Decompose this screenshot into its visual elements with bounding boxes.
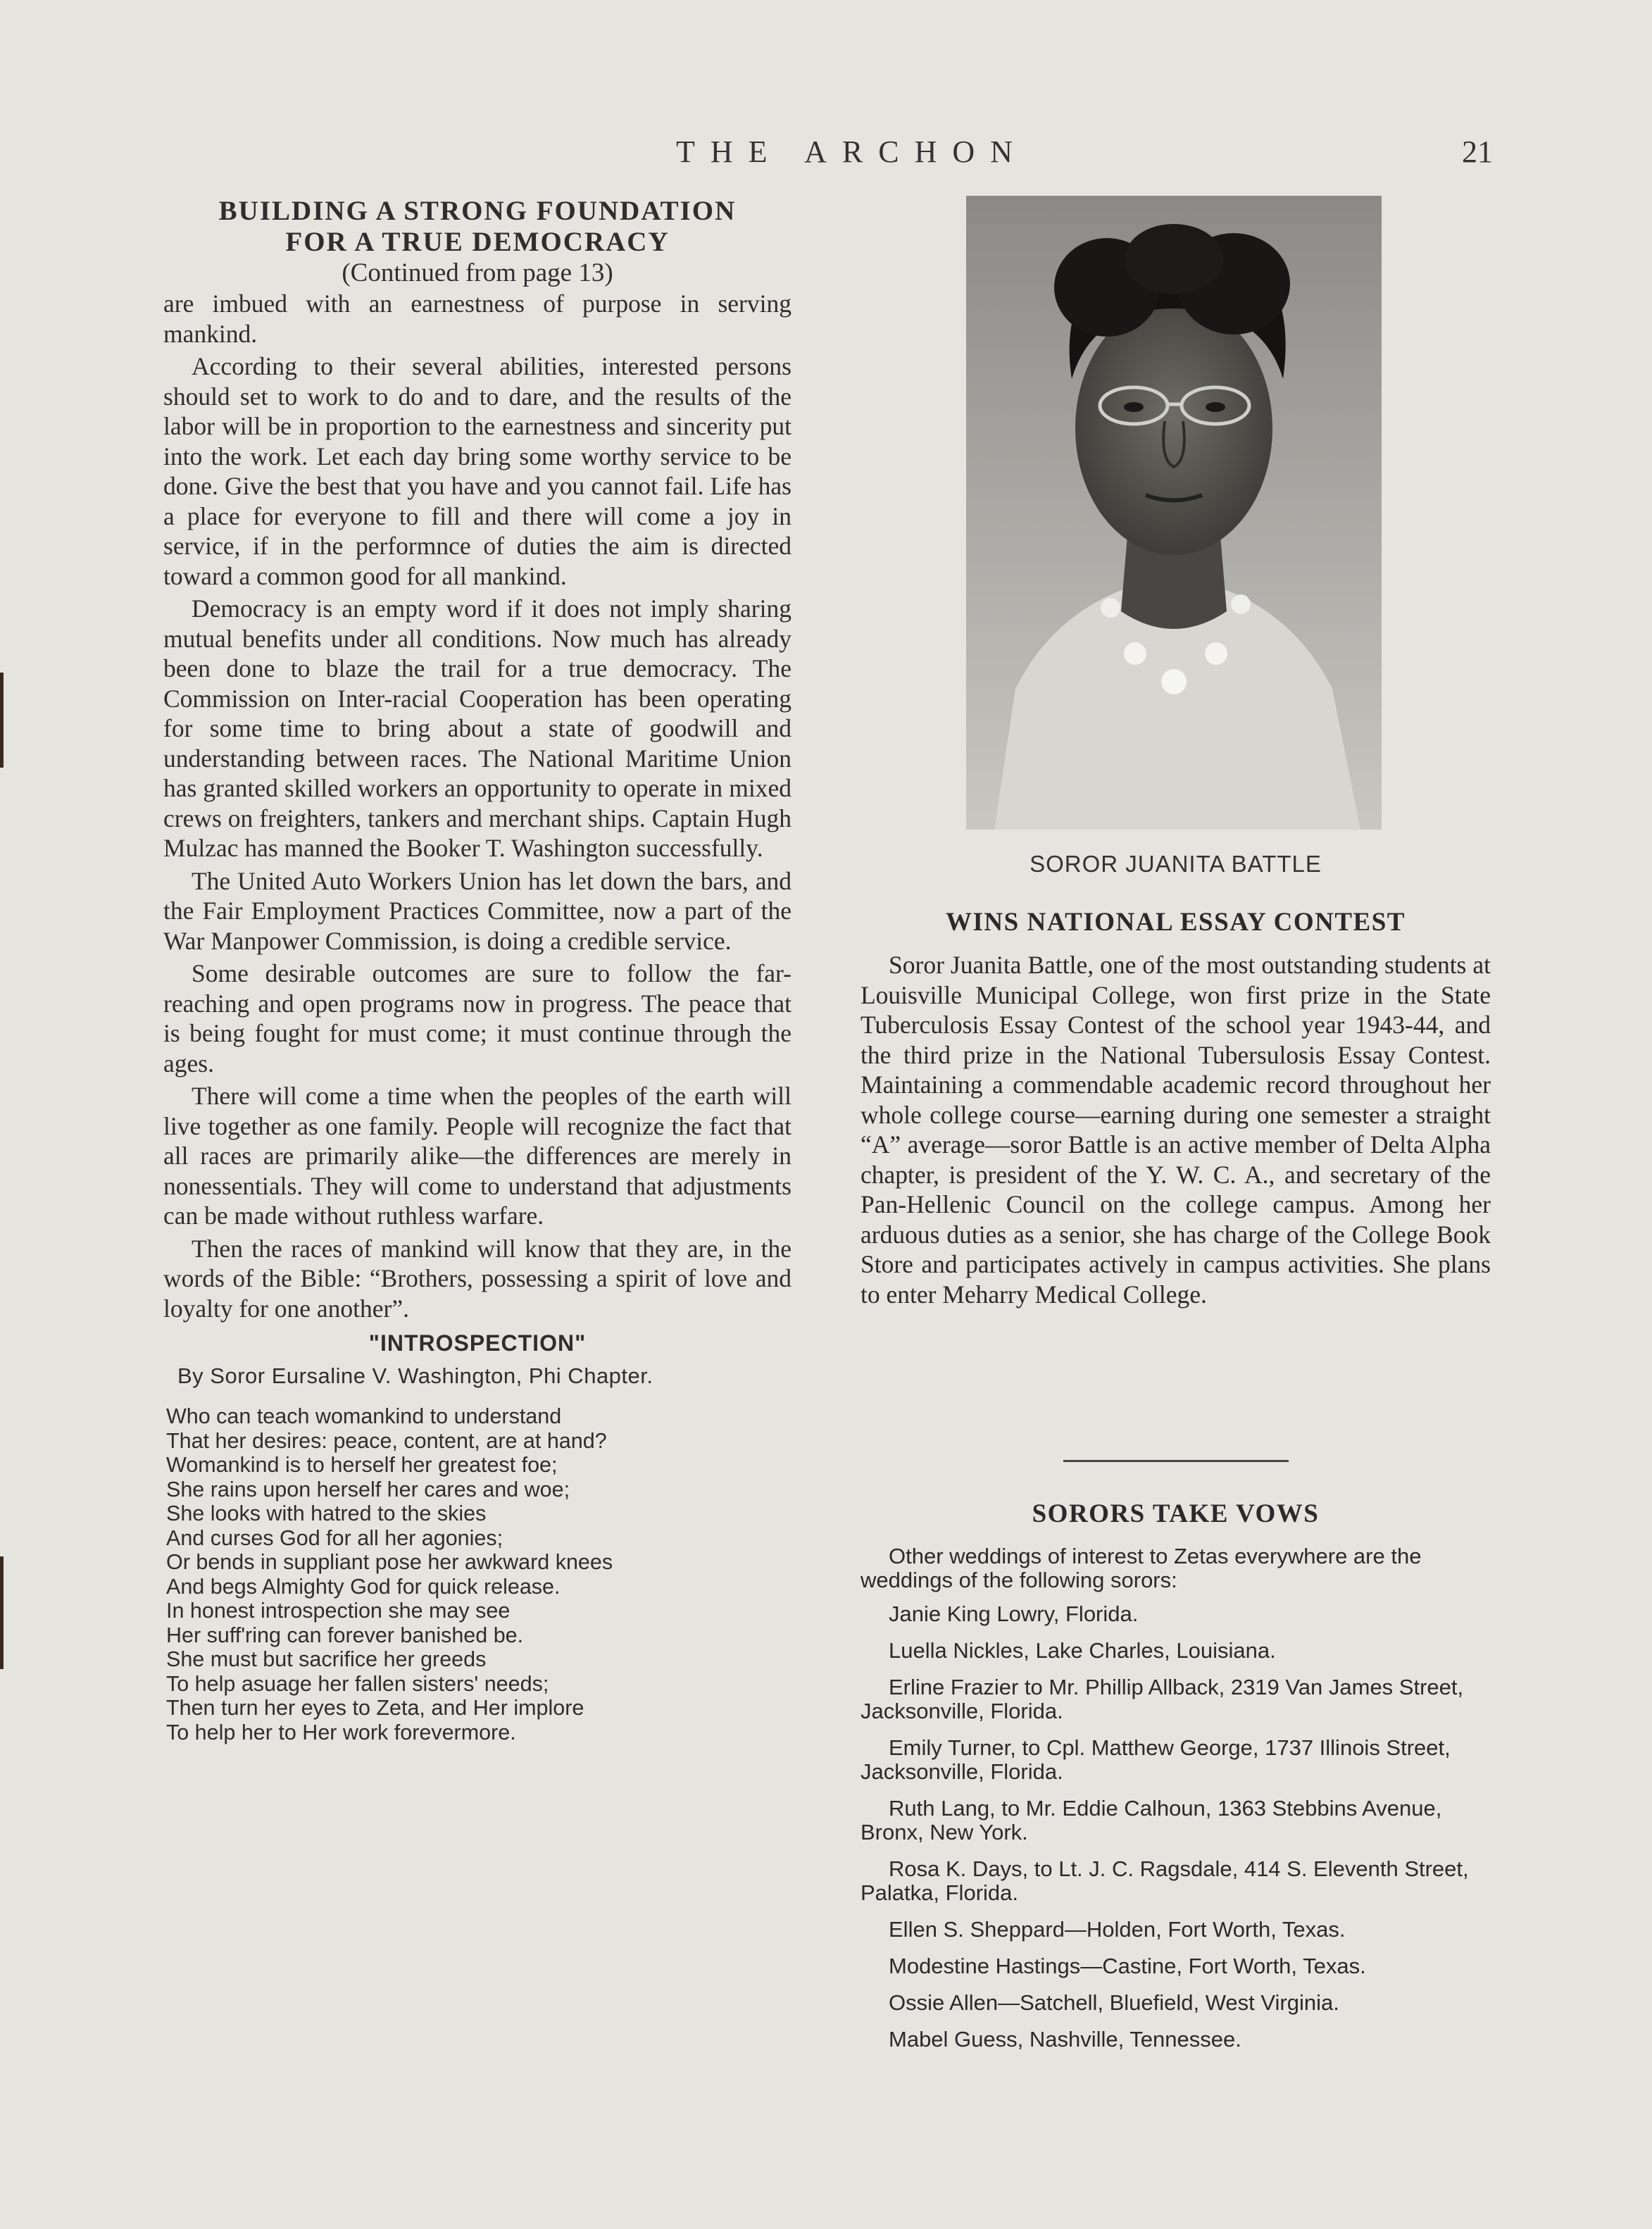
vow-item: Ruth Lang, to Mr. Eddie Calhoun, 1363 Stebbins Avenue, Bronx, New York.: [861, 1796, 1442, 1844]
poem-line: Who can teach womankind to understand: [166, 1404, 562, 1428]
portrait-image: [966, 196, 1382, 830]
poem-line: And begs Almighty God for quick release.: [166, 1574, 561, 1599]
article-paragraph: are imbued with an earnestness of purpose in serving mankind.: [163, 289, 791, 348]
continued-note: (Continued from page 13): [342, 258, 613, 287]
article-paragraph: Some desirable outcomes are sure to follow the far-reaching and open programs now in progress. The peace that is being fought for must come; it must continue through the ages.: [163, 959, 791, 1078]
essay-contest-section: [861, 907, 1491, 1309]
poem-line: Then turn her eyes to Zeta, and Her implore: [166, 1696, 584, 1720]
divider-line: [1063, 1460, 1289, 1462]
article-paragraph: There will come a time when the peoples of the earth will live together as one family. People will recognize the fact that all races are primarily alike—the differences are merely in nonessentials. They will come to understand that adjustments can be made without ruthless warfare.: [163, 1082, 791, 1230]
poem-line: She rains upon herself her cares and woe;: [166, 1477, 570, 1501]
poem-line: Womankind is to herself her greatest foe;: [166, 1453, 558, 1477]
vow-item: Erline Frazier to Mr. Phillip Allback, 2319 Van James Street, Jacksonville, Florida.: [861, 1675, 1464, 1723]
article-title-line2: FOR A TRUE DEMOCRACY: [285, 227, 670, 257]
article-paragraph: Then the races of mankind will know that they are, in the words of the Bible: “Brothers, possessing a spirit of love and loyalty for one another”.: [163, 1234, 791, 1323]
vow-item: Luella Nickles, Lake Charles, Louisiana.: [889, 1638, 1276, 1663]
poem-byline: By Soror Eursaline V. Washington, Phi Chapter.: [177, 1363, 653, 1388]
vows-section: [861, 1499, 1491, 2064]
article-title-line1: BUILDING A STRONG FOUNDATION: [218, 196, 737, 226]
poem-line: She must but sacrifice her greeds: [166, 1647, 487, 1671]
vow-item: Mabel Guess, Nashville, Tennessee.: [889, 2027, 1241, 2052]
vow-item: Modestine Hastings—Castine, Fort Worth, Texas.: [889, 1954, 1366, 1978]
poem-line: Her suff'ring can forever banished be.: [166, 1623, 524, 1647]
left-column: [163, 196, 791, 1744]
poem-line: And curses God for all her agonies;: [166, 1525, 503, 1550]
vows-intro: Other weddings of interest to Zetas everywhere are the weddings of the following sorors:: [861, 1544, 1422, 1592]
running-title: THE ARCHON: [676, 135, 1028, 169]
vow-item: Rosa K. Days, to Lt. J. C. Ragsdale, 414 S. Eleventh Street, Palatka, Florida.: [861, 1856, 1469, 1905]
essay-contest-body: Soror Juanita Battle, one of the most outstanding students at Louisville Municipal College, won first prize in the State Tuberculosis Essay Contest of the school year 1943-44, and the third prize in the National Tubersulosis Essay Contest. Maintaining a commendable academic record throughout her whole college course—earning during one semester a straight “A” average—soror Battle is an active member of Delta Alpha chapter, is president of the Y. W. C. A., and secretary of the Pan-Hellenic Council on the college campus. Among her arduous duties as a senior, she has charge of the College Book Store and participates actively in campus activities. She plans to enter Meharry Medical College.: [861, 951, 1491, 1309]
page-number: 21: [1462, 135, 1493, 169]
poem-title: "INTROSPECTION": [368, 1330, 587, 1356]
binding-mark: [0, 673, 4, 768]
vow-item: Ellen S. Sheppard—Holden, Fort Worth, Texas.: [889, 1917, 1346, 1942]
poem-line: Or bends in suppliant pose her awkward knees: [166, 1550, 613, 1574]
poem-line: She looks with hatred to the skies: [166, 1501, 487, 1525]
vow-item: Ossie Allen—Satchell, Bluefield, West Virginia.: [889, 1990, 1339, 2015]
poem-line: In honest introspection she may see: [166, 1599, 511, 1623]
poem-line: To help asuage her fallen sisters' needs;: [166, 1671, 549, 1696]
essay-contest-title: WINS NATIONAL ESSAY CONTEST: [946, 908, 1406, 937]
poem-line: To help her to Her work forevermore.: [166, 1720, 516, 1744]
poem-line: That her desires: peace, content, are at hand?: [166, 1428, 607, 1453]
section-divider: [861, 1460, 1491, 1462]
vows-title: SORORS TAKE VOWS: [1032, 1499, 1320, 1528]
article-paragraph: The United Auto Workers Union has let down the bars, and the Fair Employment Practices Committee, now a part of the War Manpower Commission, is doing a credible service.: [163, 866, 791, 955]
binding-mark: [0, 1556, 4, 1669]
vow-item: Emily Turner, to Cpl. Matthew George, 1737 Illinois Street, Jacksonville, Florida.: [861, 1735, 1451, 1784]
vow-item: Janie King Lowry, Florida.: [889, 1601, 1139, 1626]
article-paragraph: According to their several abilities, interested persons should set to work to do and to dare, and the results of the labor will be in proportion to the earnestness and sincerity put into the work. Let each day bring some worthy service to be done. Give the best that you have and you cannot fail. Life has a place for everyone to fill and there will come a joy in service, if in the performnce of duties the aim is directed toward a common good for all mankind.: [163, 352, 791, 590]
article-paragraph: Democracy is an empty word if it does not imply sharing mutual benefits under all conditions. Now much has already been done to blaze the trail for a true democracy. The Commission on Inter-racial Cooperation has been operating for some time to bring about a state of goodwill and understanding between races. The National Maritime Union has granted skilled workers an opportunity to operate in mixed crews on freighters, tankers and merchant ships. Captain Hugh Mulzac has manned the Booker T. Washington successfully.: [163, 594, 791, 862]
portrait-photo: [966, 196, 1382, 830]
photo-caption: SOROR JUANITA BATTLE: [1030, 851, 1322, 877]
